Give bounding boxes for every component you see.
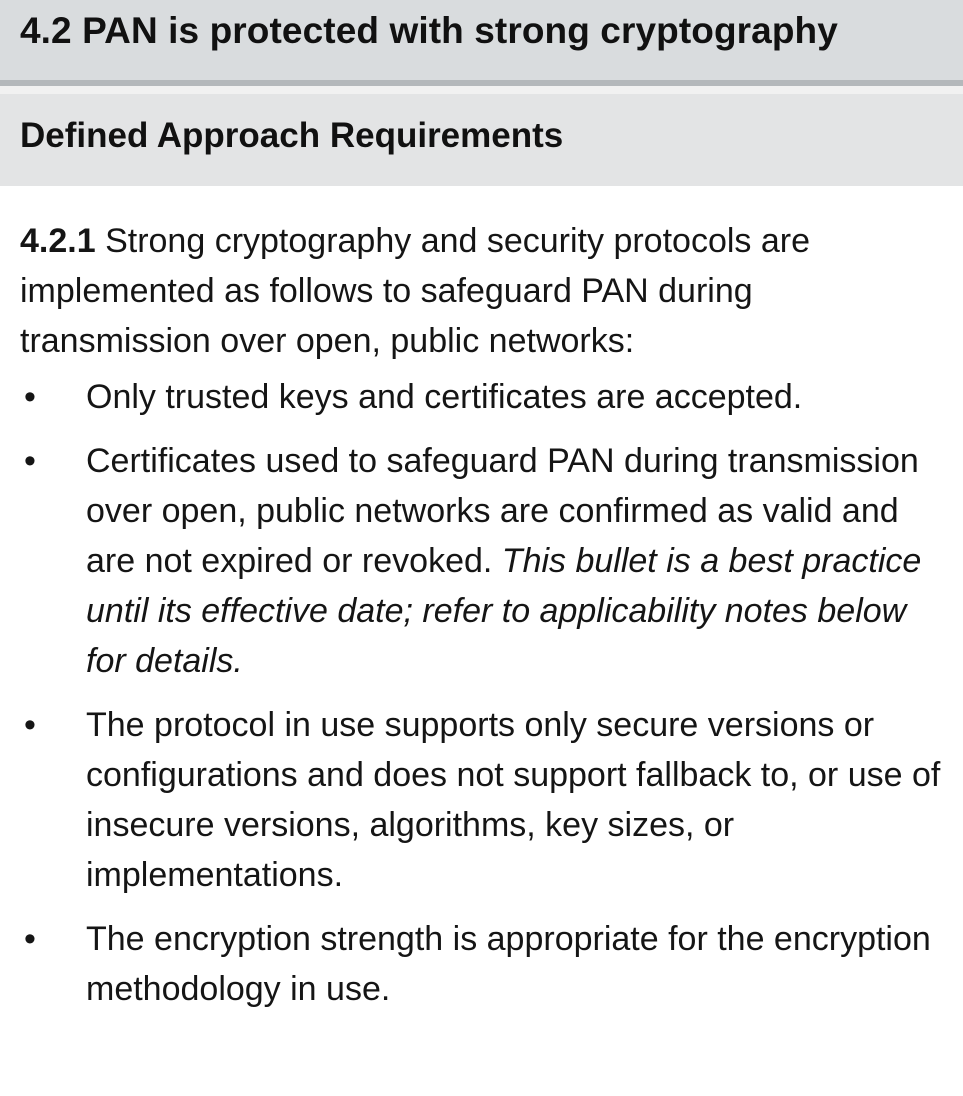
list-item (20, 372, 950, 422)
requirement-intro-paragraph (20, 216, 950, 366)
header-gap (0, 86, 963, 94)
list-item (20, 914, 950, 1014)
bullet-text: Certificates used to safeguard PAN during transmission over open, public networks are confirmed as valid and are not expired or revoked. (86, 442, 919, 580)
bullet-icon: • (24, 706, 36, 744)
requirement-intro: Strong cryptography and security protocols are implemented as follows to safeguard PAN during transmission over open, public networks: (20, 222, 810, 360)
section-title: 4.2 PAN is protected with strong cryptography (20, 10, 838, 51)
bullet-text: The encryption strength is appropriate for the encryption methodology in use. (86, 920, 931, 1008)
requirement-id: 4.2.1 (20, 222, 96, 260)
bullet-icon: • (24, 442, 36, 480)
subsection-header (0, 94, 963, 186)
bullet-icon: • (24, 378, 36, 416)
list-item (20, 700, 950, 900)
bullet-note: This bullet is a best practice until its effective date; refer to applicability notes below for details. (86, 542, 922, 680)
bullet-text: The protocol in use supports only secure versions or configurations and does not support fallback to, or use of insecure versions, algorithms, key sizes, or implementations. (86, 706, 941, 894)
requirement-body (20, 216, 950, 1028)
bullet-text: Only trusted keys and certificates are accepted. (86, 378, 803, 416)
subsection-title: Defined Approach Requirements (20, 116, 564, 155)
list-item (20, 436, 950, 686)
bullet-icon: • (24, 920, 36, 958)
requirement-bullet-list (20, 372, 950, 1014)
section-header (0, 0, 963, 80)
